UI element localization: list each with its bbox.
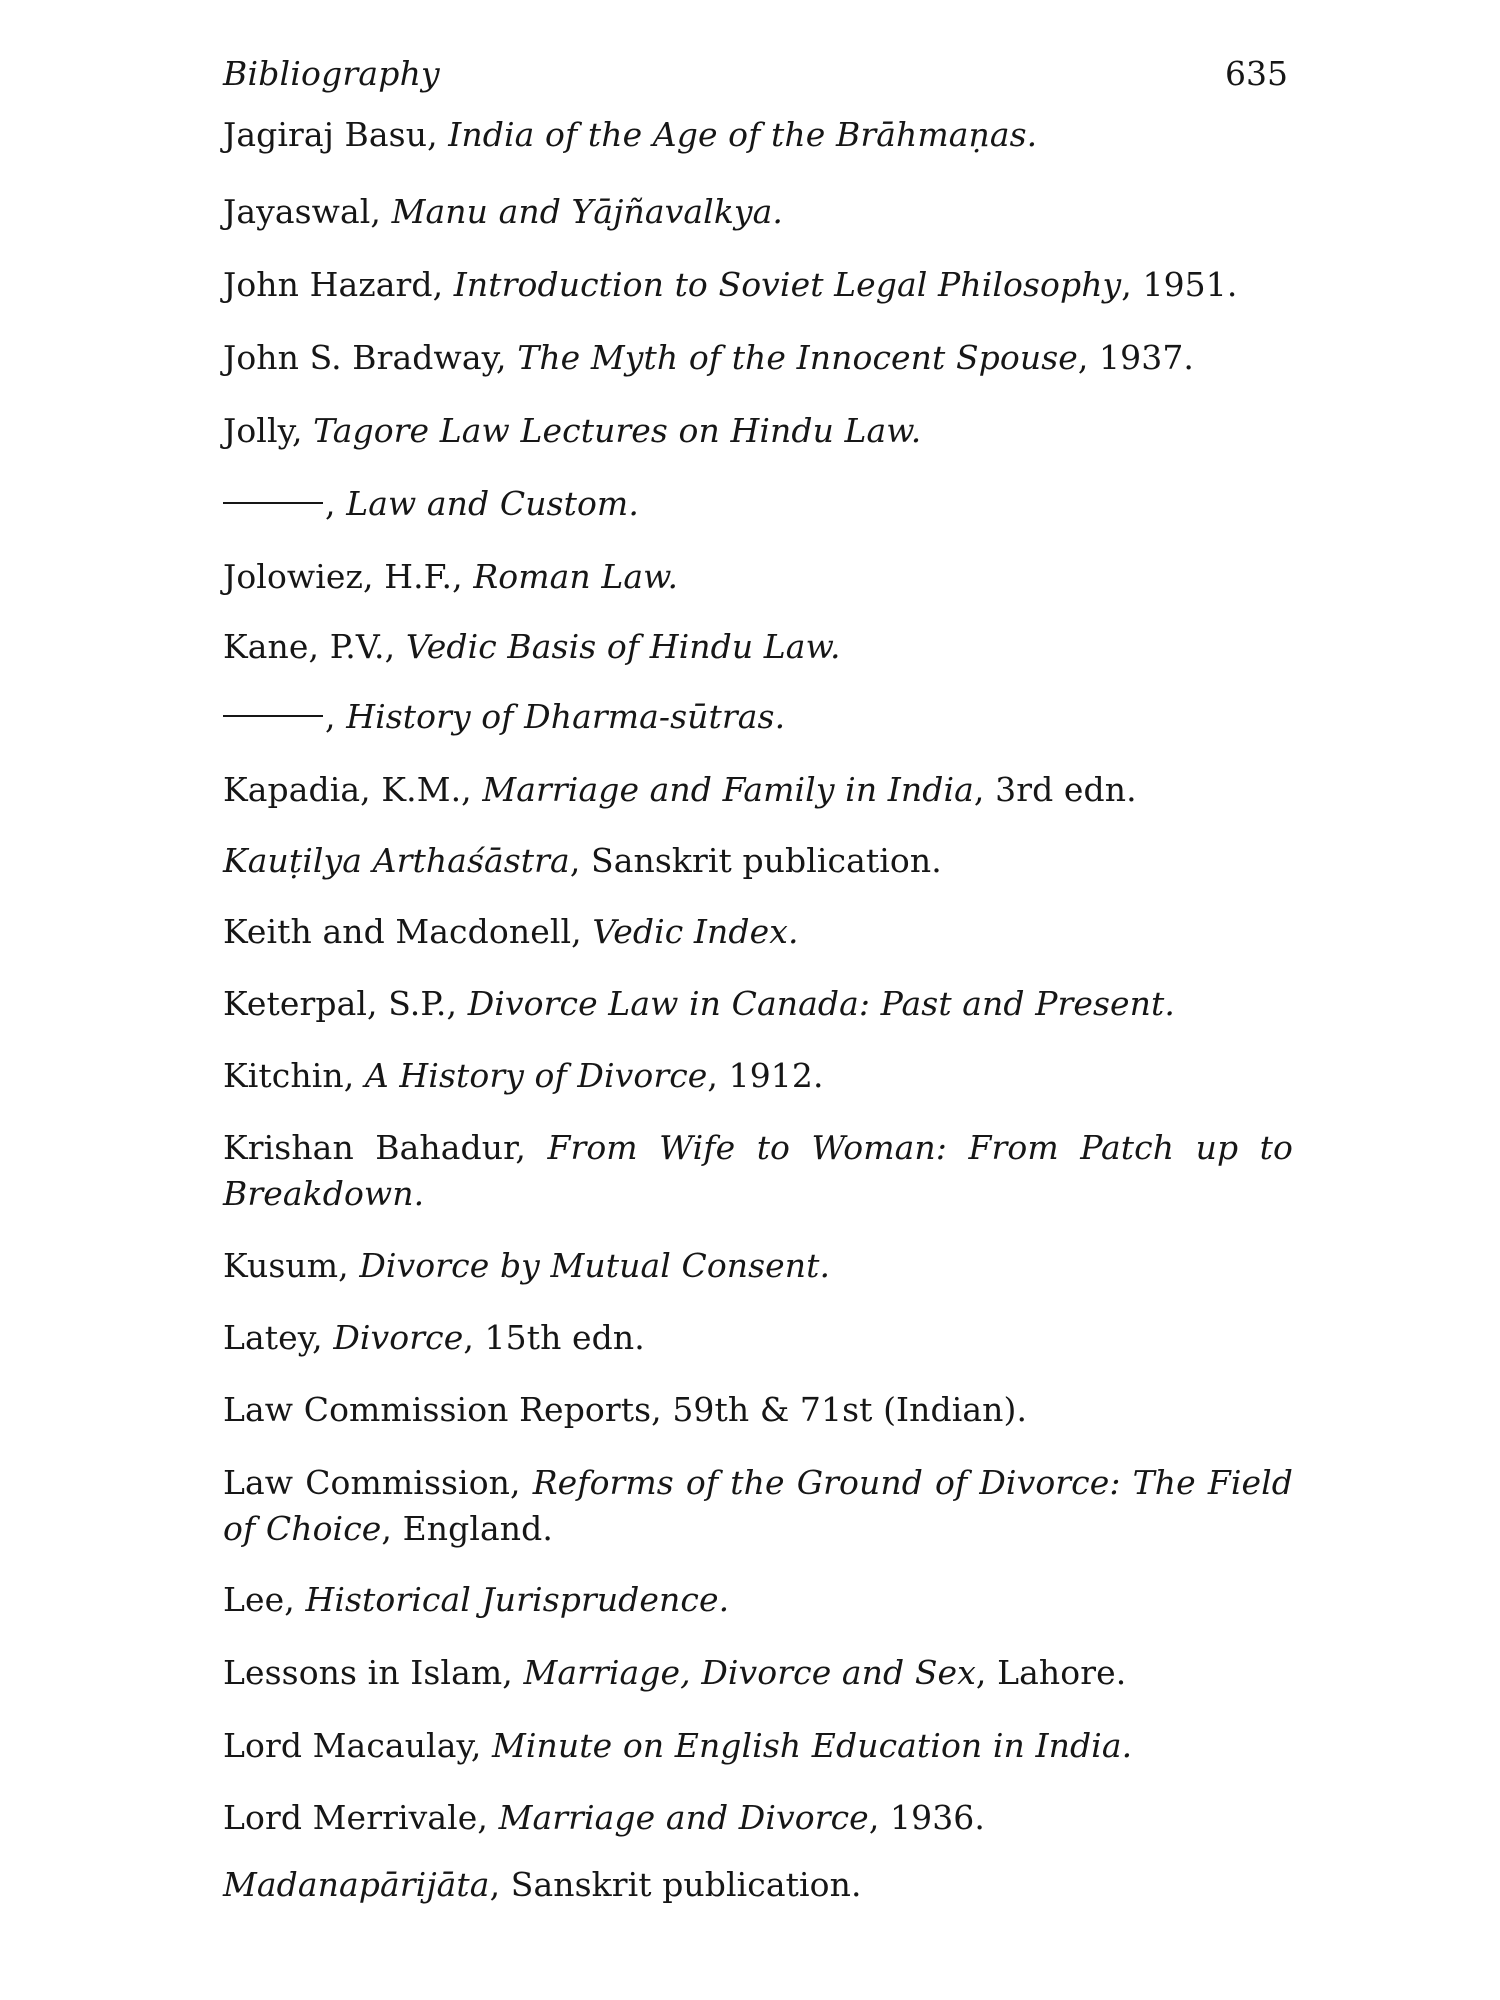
entry-title: Marriage and Divorce xyxy=(498,1798,869,1837)
bibliography-entry xyxy=(223,112,1293,158)
entry-details: , 1912. xyxy=(707,1056,824,1095)
entry-title: Roman Law. xyxy=(473,557,679,596)
bibliography-entry xyxy=(223,1387,1293,1433)
entry-title: Manu and Yājñavalkya. xyxy=(391,192,784,231)
running-head xyxy=(223,52,1288,96)
bibliography-entry xyxy=(223,1723,1293,1769)
entry-title: From Wife to Woman: From Patch up to Breakdown. xyxy=(223,1128,1293,1213)
entry-author: , xyxy=(325,697,347,736)
bibliography-entry xyxy=(223,1243,1293,1289)
ditto-dash xyxy=(223,715,323,717)
entry-title: Historical Jurisprudence. xyxy=(305,1580,730,1619)
entry-details: , Sanskrit publication. xyxy=(489,1865,862,1904)
entry-author: Jolowiez, H.F., xyxy=(223,557,474,596)
entry-title: India of the Age of the Brāhmaṇas. xyxy=(448,115,1038,154)
entry-details: , 3rd edn. xyxy=(973,770,1137,809)
entry-title: Reforms of the Ground of Divorce: The Field of Choice xyxy=(223,1463,1293,1548)
running-title: Bibliography xyxy=(223,54,440,93)
bibliography-entry xyxy=(223,335,1293,381)
bibliography-entry xyxy=(223,838,1293,884)
bibliography-entry xyxy=(223,1053,1293,1099)
bibliography-entry xyxy=(223,1862,1293,1908)
entry-author: , xyxy=(325,484,347,523)
entry-title: Tagore Law Lectures on Hindu Law. xyxy=(313,411,922,450)
entry-author: Law Commission, xyxy=(223,1463,533,1502)
entry-author: Jolly, xyxy=(223,411,314,450)
entry-author: Lessons in Islam, xyxy=(223,1653,524,1692)
entry-title: Marriage, Divorce and Sex xyxy=(523,1653,976,1692)
entry-details: , 1936. xyxy=(868,1798,985,1837)
bibliography-entry xyxy=(223,624,1293,670)
entry-details: , Lahore. xyxy=(975,1653,1127,1692)
entry-author: Kusum, xyxy=(223,1246,360,1285)
entry-title: Madanapārijāta xyxy=(223,1865,490,1904)
entry-title: Divorce by Mutual Consent. xyxy=(359,1246,831,1285)
entry-author: Lee, xyxy=(223,1580,306,1619)
entry-author: Jagiraj Basu, xyxy=(223,115,449,154)
entry-author: Keterpal, S.P., xyxy=(223,984,468,1023)
entry-details: , Sanskrit publication. xyxy=(569,841,942,880)
bibliography-entry xyxy=(223,909,1293,955)
entry-title: The Myth of the Innocent Spouse xyxy=(517,338,1078,377)
entry-title: Minute on English Education in India. xyxy=(492,1726,1133,1765)
bibliography-entry xyxy=(223,481,1293,527)
entry-author: Kapadia, K.M., xyxy=(223,770,483,809)
bibliography-entry xyxy=(223,262,1293,308)
entry-title: Divorce xyxy=(333,1318,464,1357)
ditto-dash xyxy=(223,502,323,504)
entry-author: Law Commission Reports, 59th & 71st (Indian). xyxy=(223,1390,1028,1429)
entry-title: Marriage and Family in India xyxy=(482,770,974,809)
entry-title: Kauṭilya Arthaśāstra xyxy=(223,841,570,880)
entry-title: Introduction to Soviet Legal Philosophy xyxy=(453,265,1122,304)
entry-title: A History of Divorce xyxy=(364,1056,708,1095)
bibliography-entry xyxy=(223,189,1293,235)
bibliography-entry xyxy=(223,408,1293,454)
entry-details: , 1951. xyxy=(1121,265,1238,304)
entry-details: , 1937. xyxy=(1077,338,1195,377)
entry-details: , England. xyxy=(381,1509,553,1548)
bibliography-entry xyxy=(223,694,1293,740)
bibliography-entry xyxy=(223,1460,1293,1552)
bibliography-entry xyxy=(223,1315,1293,1361)
entry-author: Jayaswal, xyxy=(223,192,392,231)
bibliography-entry xyxy=(223,554,1293,600)
bibliography-entry xyxy=(223,1795,1293,1841)
bibliography-entry xyxy=(223,1650,1293,1696)
entry-author: John Hazard, xyxy=(223,265,454,304)
entry-title: History of Dharma-sūtras. xyxy=(346,697,786,736)
entry-author: Lord Macaulay, xyxy=(223,1726,493,1765)
entry-author: John S. Bradway, xyxy=(223,338,518,377)
page-number: 635 xyxy=(1225,54,1288,93)
entry-author: Kane, P.V., xyxy=(223,627,406,666)
entry-author: Lord Merrivale, xyxy=(223,1798,499,1837)
entry-title: Law and Custom. xyxy=(346,484,639,523)
entry-title: Divorce Law in Canada: Past and Present. xyxy=(467,984,1175,1023)
bibliography-entry xyxy=(223,767,1293,813)
entry-author: Krishan Bahadur, xyxy=(223,1128,548,1167)
entry-details: , 15th edn. xyxy=(463,1318,645,1357)
entry-title: Vedic Index. xyxy=(592,912,799,951)
bibliography-entry xyxy=(223,1125,1293,1217)
entry-author: Kitchin, xyxy=(223,1056,365,1095)
entry-author: Latey, xyxy=(223,1318,334,1357)
bibliography-entry xyxy=(223,981,1293,1027)
bibliography-entry xyxy=(223,1577,1293,1623)
entry-author: Keith and Macdonell, xyxy=(223,912,593,951)
entry-title: Vedic Basis of Hindu Law. xyxy=(405,627,841,666)
